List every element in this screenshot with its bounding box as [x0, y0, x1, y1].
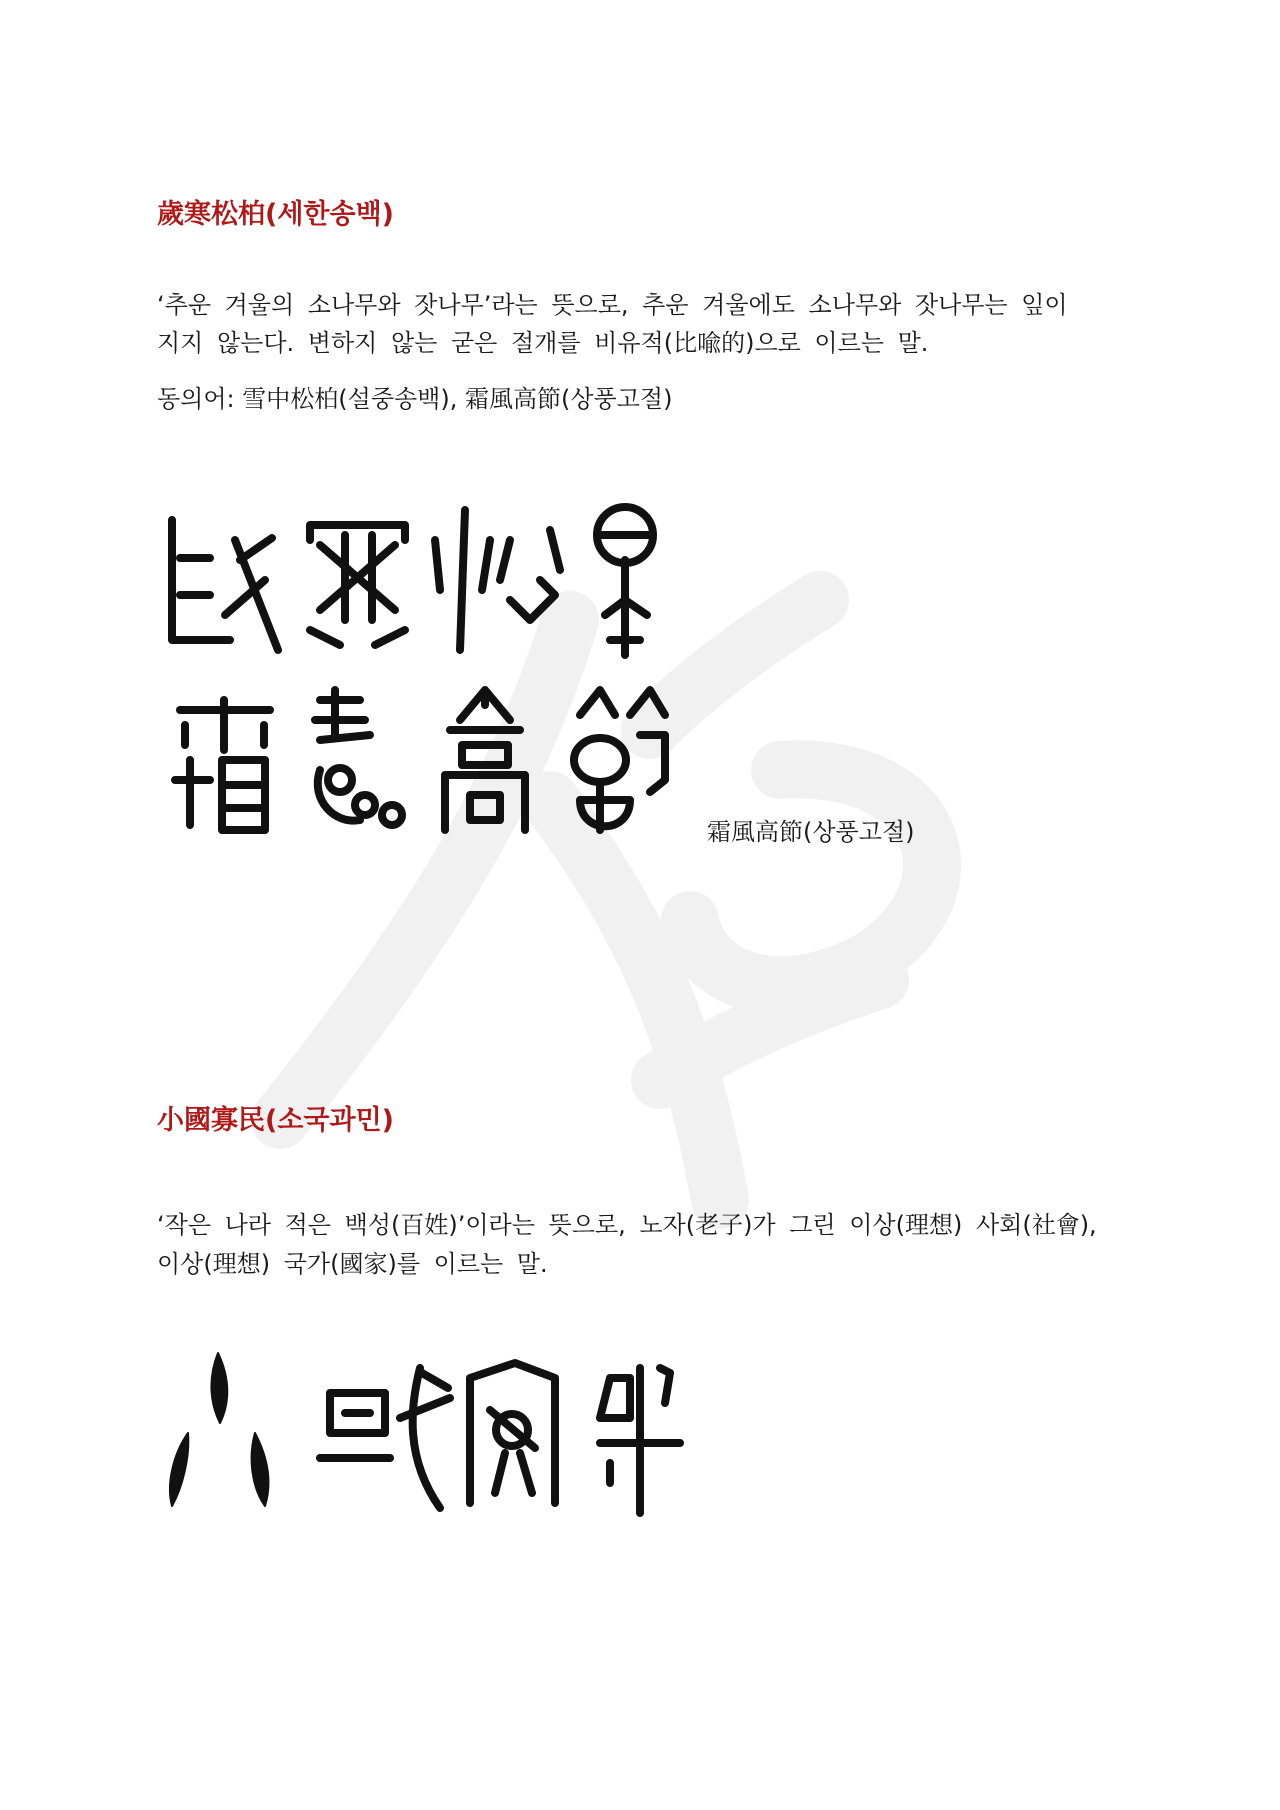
entry-description-line: 이상(理想) 국가(國家)를 이르는 말.: [157, 1250, 548, 1278]
entry-title: 小國寡民(소국과민): [157, 1105, 395, 1136]
ancient-script-image-row-2: [160, 680, 680, 840]
entry-description-line: ‘작은 나라 적은 백성(百姓)’이라는 뜻으로, 노자(老子)가 그린 이상(理想) 사회(社會),: [157, 1211, 1097, 1239]
synonyms-line: 동의어: 雪中松柏(설중송백), 霜風高節(상풍고절): [157, 385, 673, 413]
image-caption: 霜風高節(상풍고절): [707, 818, 915, 846]
ancient-script-image-row-1: [160, 500, 680, 670]
entry-title: 歲寒松柏(세한송백): [157, 199, 395, 230]
entry-description-line: 지지 않는다. 변하지 않는 굳은 절개를 비유적(比喩的)으로 이르는 말.: [157, 329, 929, 357]
ancient-script-image-entry-2: [160, 1348, 720, 1523]
entry-description-line: ‘추운 겨울의 소나무와 잣나무’라는 뜻으로, 추운 겨울에도 소나무와 잣나무는 잎이: [157, 291, 1068, 319]
